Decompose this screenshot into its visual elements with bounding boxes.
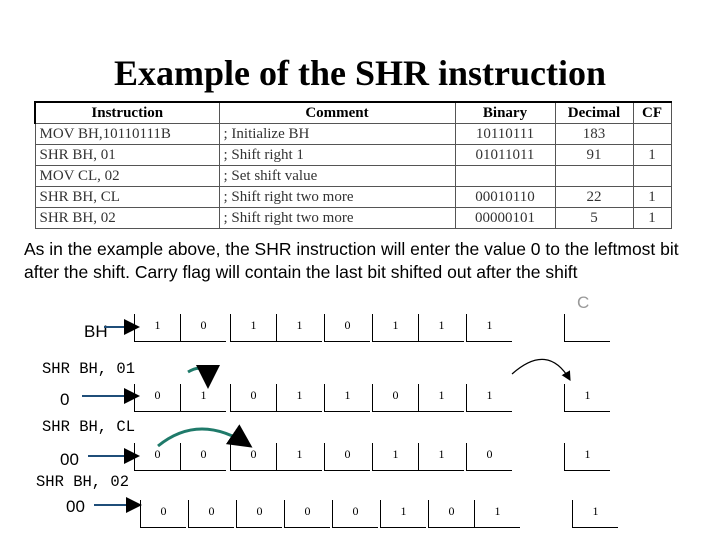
bit-cell: 0 — [134, 443, 180, 471]
cell-decimal: 5 — [555, 208, 633, 229]
step3-instruction: SHR BH, 02 — [36, 473, 130, 491]
cell-cf: 1 — [633, 187, 671, 208]
bit-cell: 1 — [276, 384, 322, 412]
step1-instruction: SHR BH, 01 — [42, 360, 136, 378]
bit-cell: 1 — [372, 443, 418, 471]
bit-cell: 1 — [418, 314, 464, 342]
bit-cell: 0 — [236, 500, 282, 528]
bit-cell: 1 — [474, 500, 520, 528]
step3-input: 00 — [66, 497, 85, 516]
shift-curve-arrow — [188, 368, 208, 386]
cell-binary: 10110111 — [455, 124, 555, 145]
step1-input: 0 — [60, 390, 70, 409]
explanation-text: As in the example above, the SHR instruction will enter the value 0 to the leftmost bit after the shift. Carry flag will contain the last bit shifted out after the shift — [24, 239, 679, 282]
cell-decimal: 183 — [555, 124, 633, 145]
shift-curve-arrow — [158, 429, 250, 446]
bit-cell: 0 — [140, 500, 186, 528]
cell-instruction: SHR BH, 02 — [35, 208, 219, 229]
bit-cell: 1 — [276, 314, 322, 342]
cell-instruction: MOV CL, 02 — [35, 166, 219, 187]
bit-cell: 0 — [134, 384, 180, 412]
bit-cell: 0 — [466, 443, 512, 471]
bit-cell: 0 — [230, 384, 276, 412]
cell-instruction: MOV BH,10110111B — [35, 124, 219, 145]
slide-title: Example of the SHR instruction — [113, 53, 606, 93]
bit-cell: 0 — [428, 500, 474, 528]
bit-cell: 0 — [332, 500, 378, 528]
cell-cf: 1 — [633, 145, 671, 166]
cell-binary: 01011011 — [455, 145, 555, 166]
carry-curve-arrow — [512, 359, 570, 380]
bit-cell: 1 — [230, 314, 276, 342]
carry-cell: 1 — [564, 384, 610, 412]
cell-instruction: SHR BH, CL — [35, 187, 219, 208]
cell-comment: ; Shift right two more — [219, 187, 455, 208]
header-decimal: Decimal — [555, 102, 633, 124]
cell-comment: ; Initialize BH — [219, 124, 455, 145]
bit-cell: 0 — [284, 500, 330, 528]
step2-instruction: SHR BH, CL — [42, 418, 136, 436]
bit-cell: 1 — [180, 384, 226, 412]
bit-cell: 0 — [180, 443, 226, 471]
bit-cell: 0 — [324, 443, 370, 471]
bit-cell: 0 — [230, 443, 276, 471]
bit-cell: 1 — [466, 314, 512, 342]
bit-cell: 1 — [380, 500, 426, 528]
cell-cf: 1 — [633, 208, 671, 229]
bit-cell: 1 — [276, 443, 322, 471]
bit-cell: 0 — [188, 500, 234, 528]
cell-instruction: SHR BH, 01 — [35, 145, 219, 166]
bit-cell: 1 — [418, 443, 464, 471]
bit-cell: 0 — [180, 314, 226, 342]
cell-decimal: 91 — [555, 145, 633, 166]
cell-comment: ; Shift right 1 — [219, 145, 455, 166]
cell-binary: 00000101 — [455, 208, 555, 229]
header-instruction: Instruction — [35, 102, 219, 124]
cell-binary: 00010110 — [455, 187, 555, 208]
bit-cell: 1 — [134, 314, 180, 342]
header-cf: CF — [633, 102, 671, 124]
bit-cell: 0 — [372, 384, 418, 412]
carry-cell: 1 — [572, 500, 618, 528]
bit-cell: 1 — [466, 384, 512, 412]
bit-cell: 1 — [418, 384, 464, 412]
step2-input: 00 — [60, 450, 79, 469]
carry-cell: 1 — [564, 443, 610, 471]
cell-decimal: 22 — [555, 187, 633, 208]
cell-comment: ; Set shift value — [219, 166, 455, 187]
header-binary: Binary — [455, 102, 555, 124]
bit-cell: 1 — [372, 314, 418, 342]
header-comment: Comment — [219, 102, 455, 124]
cell-comment: ; Shift right two more — [219, 208, 455, 229]
carry-label: C — [577, 293, 590, 312]
register-label: BH — [84, 322, 108, 341]
bit-cell: 1 — [324, 384, 370, 412]
bit-cell: 0 — [324, 314, 370, 342]
